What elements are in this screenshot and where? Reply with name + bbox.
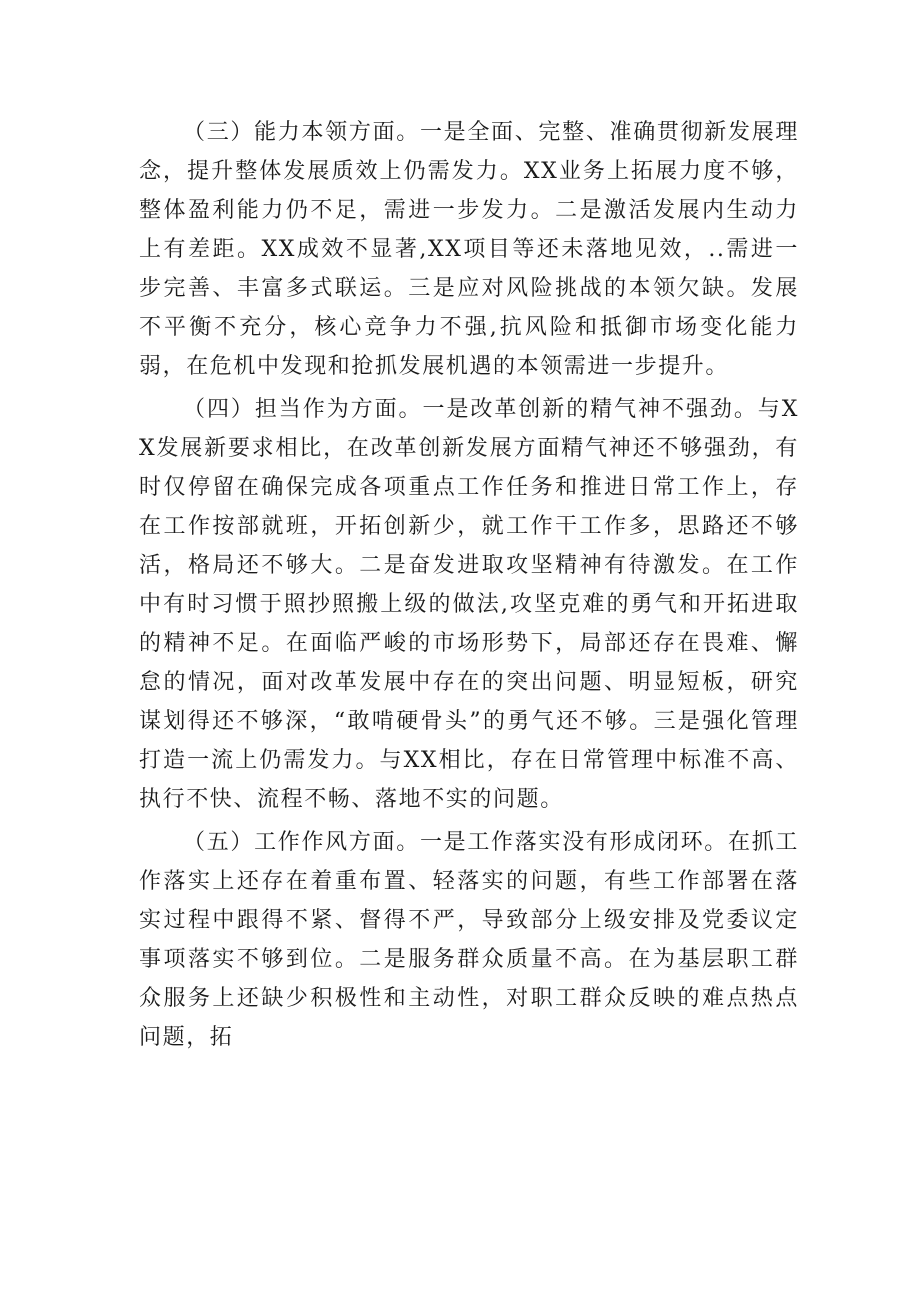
document-body <box>139 113 799 1057</box>
paragraph-ability-section: （三）能力本领方面。一是全面、完整、准确贯彻新发展理念，提升整体发展质效上仍需发力。XX业务上拓展力度不够，整体盈利能力仍不足，需进一步发力。二是激活发展内生动力上有差距。XX成效不显著,XX项目等还未落地见效，..需进一步完善、丰富多式联运。三是应对风险挑战的本领欠缺。发展不平衡不充分，核心竞争力不强,抗风险和抵御市场变化能力弱，在危机中发现和抢抓发展机遇的本领需进一步提升。 <box>139 120 799 379</box>
paragraph-responsibility-section: （四）担当作为方面。一是改革创新的精气神不强劲。与XX发展新要求相比，在改革创新发展方面精气神还不够强劲，有时仅停留在确保完成各项重点工作任务和推进日常工作上，存在工作按部就班，开拓创新少，就工作干工作多，思路还不够活，格局还不够大。二是奋发进取攻坚精神有待激发。在工作中有时习惯于照抄照搬上级的做法,攻坚克难的勇气和开拓进取的精神不足。在面临严峻的市场形势下，局部还存在畏难、懈怠的情况，面对改革发展中存在的突出问题、明显短板，研究谋划得还不够深，“敢啃硬骨头”的勇气还不够。三是强化管理打造一流上仍需发力。与XX相比，存在日常管理中标准不高、执行不快、流程不畅、落地不实的问题。 <box>139 397 799 812</box>
paragraph-work-style-section: （五）工作作风方面。一是工作落实没有形成闭环。在抓工作落实上还存在着重布置、轻落实的问题，有些工作部署在落实过程中跟得不紧、督得不严，导致部分上级安排及党委议定事项落实不够到位。二是服务群众质量不高。在为基层职工群众服务上还缺少积极性和主动性，对职工群众反映的难点热点问题，拓 <box>139 830 799 1050</box>
